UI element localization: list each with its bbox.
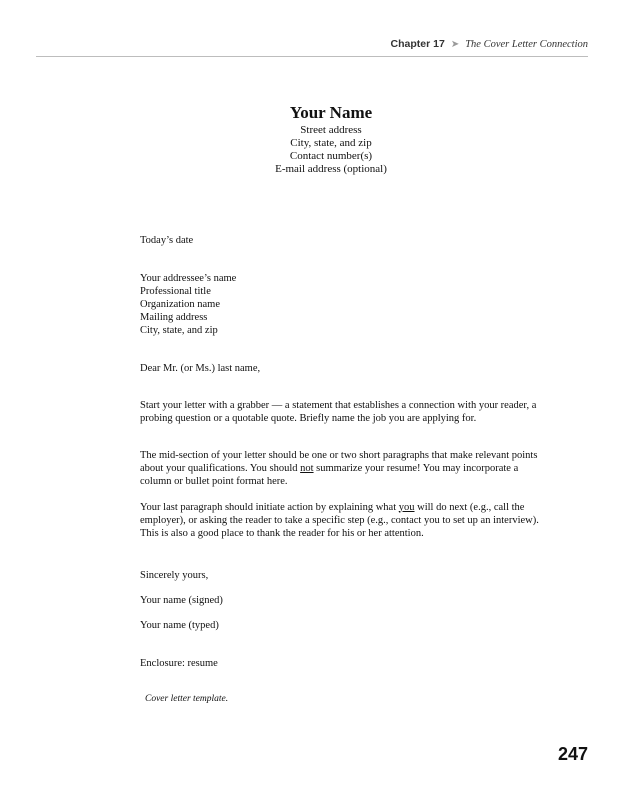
contact-numbers: Contact number(s)	[289, 150, 373, 162]
closing-paragraph-text: Your last paragraph should initiate action by explaining what	[140, 501, 399, 513]
middle-paragraph-text-end: summarize your resume! You may incorporate a column or bullet point format here.	[140, 462, 519, 487]
salutation: Dear Mr. (or Ms.) last name,	[140, 363, 261, 374]
complimentary-close: Sincerely yours,	[140, 570, 209, 581]
closing-paragraph	[140, 501, 540, 540]
enclosure-line: Enclosure: resume	[140, 658, 218, 669]
letter-date: Today’s date	[140, 235, 194, 246]
street-address: Street address	[300, 124, 362, 136]
addressee-block	[140, 272, 540, 337]
opening-paragraph: Start your letter with a grabber — a statement that establishes a connection with your reader, a probing question or a quotable quote. Briefly name the job you are applying for.	[140, 399, 537, 424]
signature-signed: Your name (signed)	[140, 595, 223, 606]
middle-paragraph	[140, 449, 540, 488]
email-address: E-mail address (optional)	[275, 163, 387, 175]
arrow-icon: ➤	[450, 39, 460, 50]
page-number: 247	[557, 744, 588, 764]
addressee-organization: Organization name	[140, 299, 220, 310]
addressee-name: Your addressee’s name	[140, 273, 237, 284]
sender-name: Your Name	[289, 103, 373, 122]
emphasis-you: you	[398, 501, 415, 513]
contact-block	[0, 102, 624, 176]
signature-typed: Your name (typed)	[140, 620, 219, 631]
closing-paragraph-text-end: will do next (e.g., call the employer), or asking the reader to take a specific step (e.g., contact you to set up an interview). This is also a good place to thank the reader for his or her attention.	[140, 501, 539, 539]
addressee-city: City, state, and zip	[140, 325, 218, 336]
city-state-zip: City, state, and zip	[290, 137, 372, 149]
chapter-label: Chapter 17	[390, 38, 445, 50]
middle-paragraph-text: The mid-section of your letter should be one or two short paragraphs that make relevant points about your qualifications. You should	[140, 449, 538, 474]
emphasis-not: not	[300, 462, 314, 474]
addressee-mailing-address: Mailing address	[140, 312, 208, 323]
header-rule	[36, 56, 588, 57]
chapter-title: The Cover Letter Connection	[465, 39, 588, 50]
figure-caption: Cover letter template.	[145, 694, 229, 704]
addressee-title: Professional title	[140, 286, 211, 297]
running-header	[391, 38, 588, 50]
